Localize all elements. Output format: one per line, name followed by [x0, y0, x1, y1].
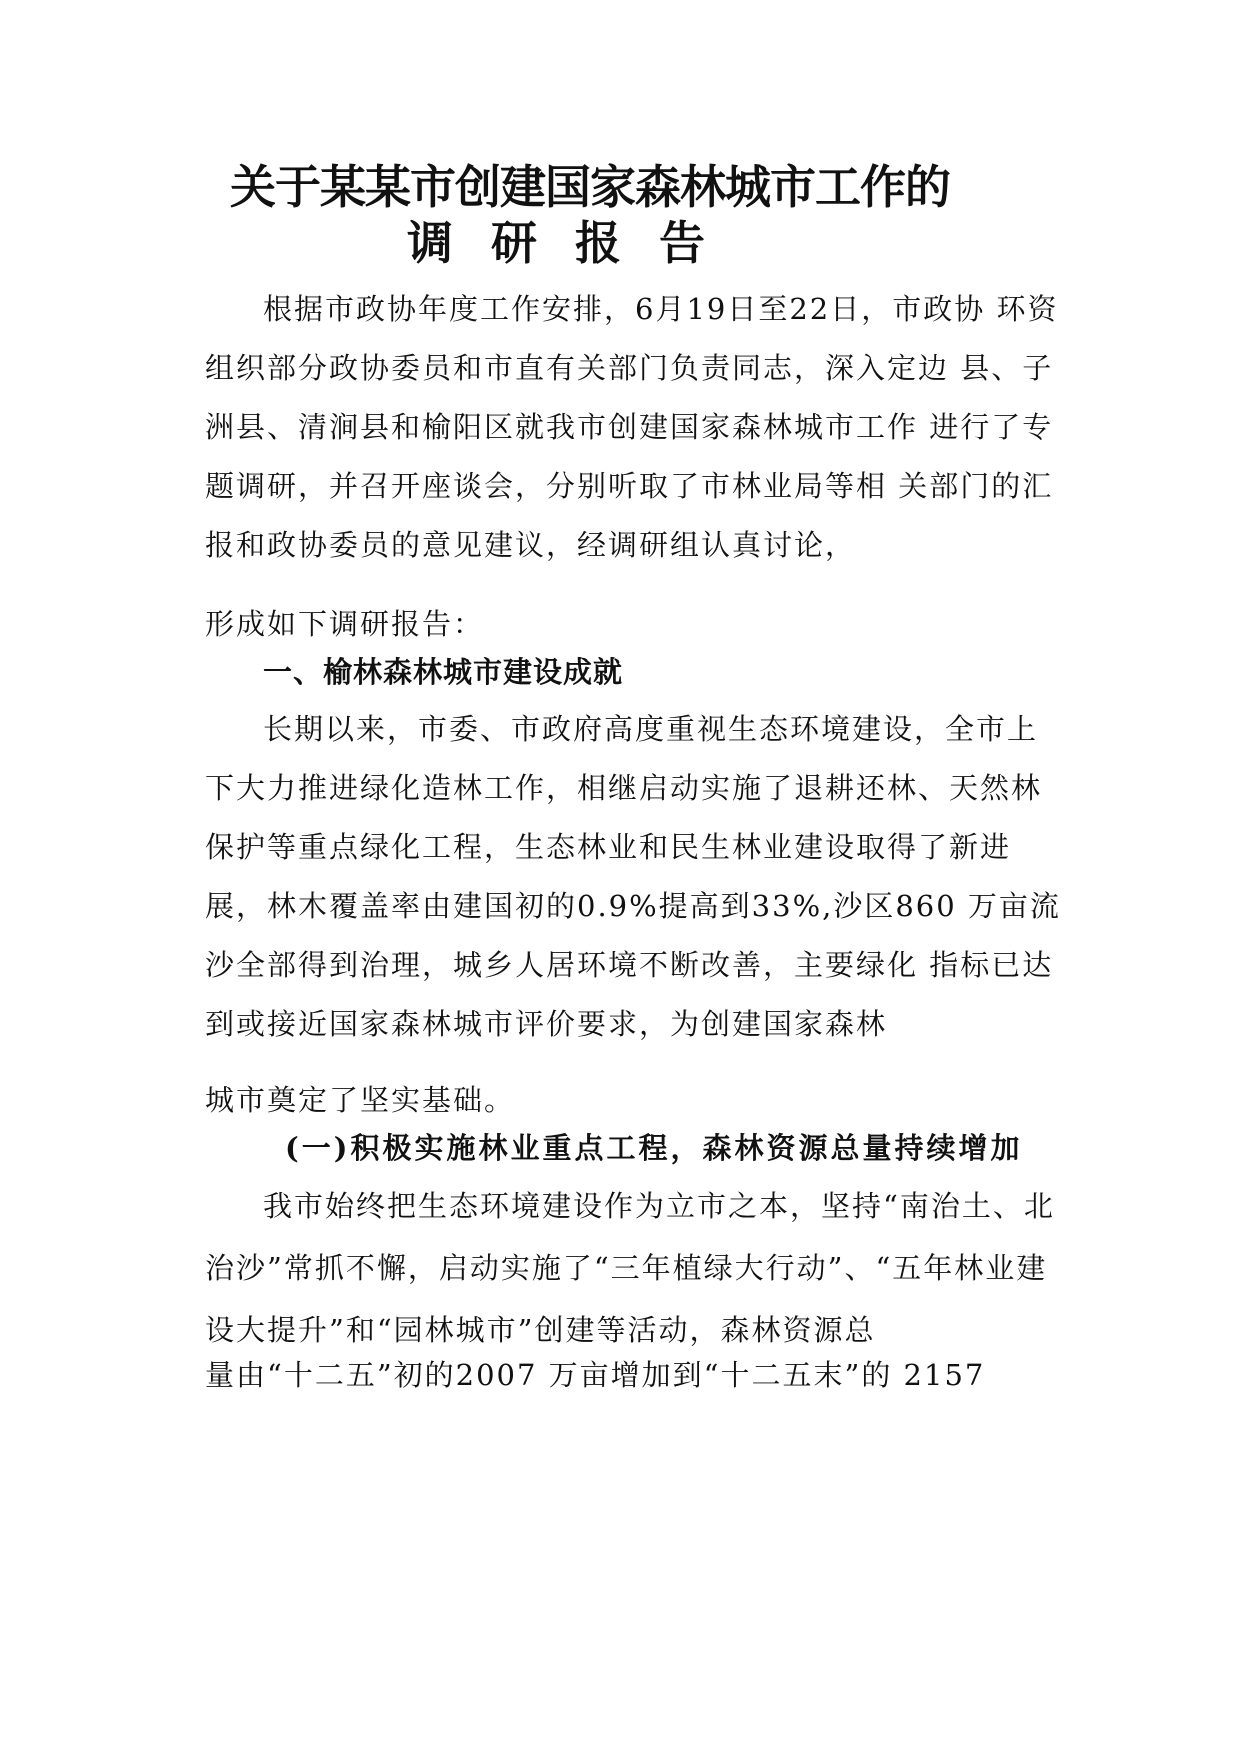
paragraph-intro: 根据市政协年度工作安排，6月19日至22日，市政协 环资组织部分政协委员和市直有关部门负责同志，深入定边 县、子洲县、清涧县和榆阳区就我市创建国家森林城市工作 进行了专题调研，并召开座谈会，分别听取了市林业局等相 关部门的汇报和政协委员的意见建议，经调研组认真讨论， [205, 292, 1059, 562]
document-title-line2: 调研报告 [407, 216, 743, 270]
paragraph-section1: 长期以来，市委、市政府高度重视生态环境建设，全市上下大力推进绿化造林工作，相继启动实施了退耕还林、天然林保护等重点绿化工程，生态林业和民生林业建设取得了新进展，林木覆盖率由建国初的0.9%提高到33%,沙区860 万亩流沙全部得到治理，城乡人居环境不断改善，主要绿化 指标已达到或接近国家森林城市评价要求，为创建国家森林 [205, 712, 1061, 1041]
paragraph-section1-continued: 城市奠定了坚实基础。 [205, 1083, 516, 1117]
subsection-heading-1: (一)积极实施林业重点工程，森林资源总量持续增加 [285, 1131, 1023, 1165]
paragraph-intro-continued: 形成如下调研报告： [205, 607, 485, 641]
document-title-line1: 关于某某市创建国家森林城市工作的 [230, 160, 950, 214]
section-heading-1: 一、榆林森林城市建设成就 [263, 655, 624, 689]
paragraph-section2: 我市始终把生态环境建设作为立市之本，坚持“南治土、北治沙”常抓不懈，启动实施了“三年植绿大行动”、“五年林业建设大提升”和“园林城市”创建等活动，森林资源总 [205, 1189, 1055, 1347]
paragraph-section2-continued: 量由“十二五”初的2007 万亩增加到“十二五末”的 2157 [205, 1358, 986, 1392]
